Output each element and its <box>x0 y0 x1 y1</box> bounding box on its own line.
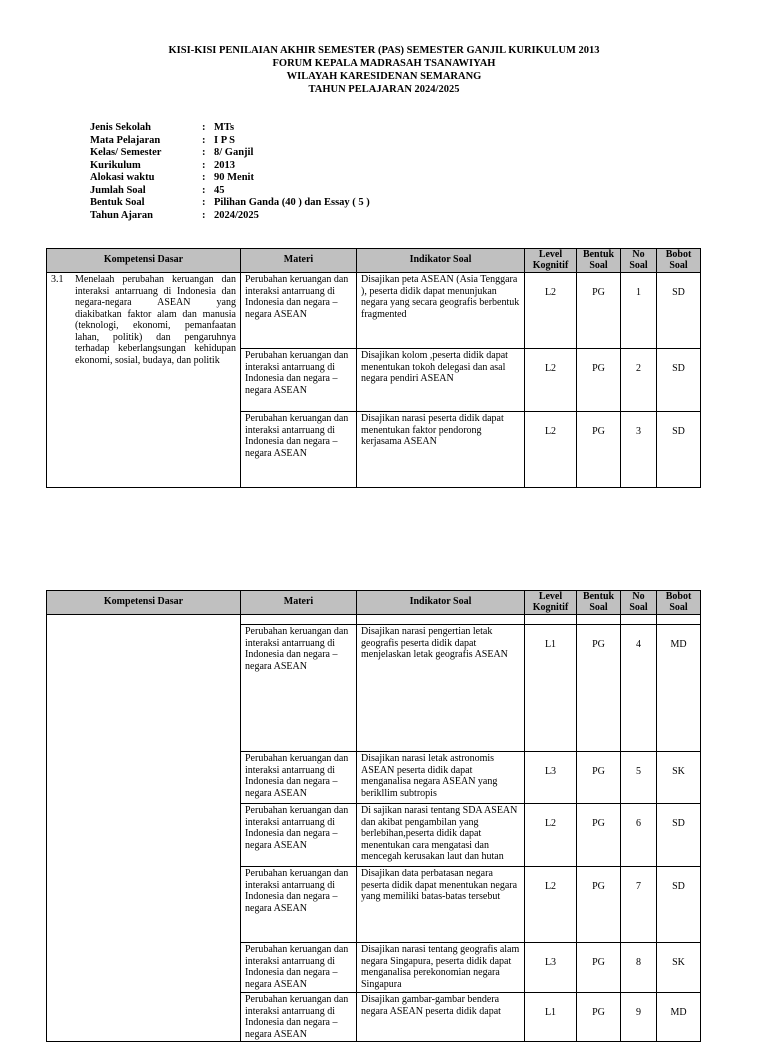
level-cell: L3 <box>525 943 577 993</box>
header-bobot: Bobot Soal <box>657 249 701 273</box>
bobot-cell: MD <box>657 993 701 1042</box>
info-value: 2013 <box>214 159 235 171</box>
no-cell: 3 <box>621 412 657 488</box>
info-value: 45 <box>214 184 225 196</box>
kd-cell-empty <box>47 615 241 1042</box>
info-label: Alokasi waktu <box>90 172 155 183</box>
bentuk-cell: PG <box>577 349 621 412</box>
header-bentuk: Bentuk Soal <box>577 591 621 615</box>
table-header-row <box>47 591 701 615</box>
header-indikator: Indikator Soal <box>357 591 525 615</box>
bentuk-cell: PG <box>577 752 621 804</box>
indikator-cell: Di sajikan narasi tentang SDA ASEAN dan akibat pengambilan yang berlebihan,peserta didik dapat menentukan cara mengatasi dan mencegah kerusakan laut dan hutan <box>357 804 525 867</box>
info-value: 90 Menit <box>214 172 254 183</box>
info-row-time: Alokasi waktu : 90 Menit <box>90 172 254 183</box>
document-title <box>0 44 768 96</box>
level-cell: L2 <box>525 867 577 943</box>
info-row-class: Kelas/ Semester : 8/ Ganjil <box>90 147 254 158</box>
title-line-3: WILAYAH KARESIDENAN SEMARANG <box>286 71 482 82</box>
bentuk-cell: PG <box>577 943 621 993</box>
info-row-count: Jumlah Soal : 45 <box>90 184 225 196</box>
info-value: MTs <box>214 122 235 133</box>
no-cell: 4 <box>621 625 657 752</box>
bobot-cell: SD <box>657 273 701 349</box>
info-row-form: Bentuk Soal : Pilihan Ganda (40 ) dan Essay ( 5 ) <box>90 197 370 208</box>
indikator-cell: Disajikan gambar-gambar bendera negara ASEAN peserta didik dapat <box>357 993 525 1042</box>
header-materi: Materi <box>241 591 357 615</box>
materi-cell: Perubahan keruangan dan interaksi antarruang di Indonesia dan negara – negara ASEAN <box>241 752 357 804</box>
bobot-cell: MD <box>657 625 701 752</box>
bobot-cell: SD <box>657 349 701 412</box>
info-value: 2024/2025 <box>214 209 259 221</box>
materi-cell: Perubahan keruangan dan interaksi antarruang di Indonesia dan negara – negara ASEAN <box>241 867 357 943</box>
title-line-1: KISI-KISI PENILAIAN AKHIR SEMESTER (PAS) SEMESTER GANJIL KURIKULUM 2013 <box>168 45 600 56</box>
indikator-cell: Disajikan kolom ,peserta didik dapat menentukan tokoh delegasi dan asal negara pendiri ASEAN <box>357 349 525 412</box>
kd-number: 3.1 <box>51 274 64 285</box>
header-level: Level Kognitif <box>525 591 577 615</box>
indikator-cell: Disajikan peta ASEAN (Asia Tenggara ), peserta didik dapat menunjukan negara yang secara geografis berbentuk fragmented <box>357 273 525 349</box>
info-row-year: Tahun Ajaran : 2024/2025 <box>90 209 259 221</box>
bobot-cell: SD <box>657 867 701 943</box>
info-row-school: Jenis Sekolah : MTs <box>90 122 235 133</box>
header-bentuk: Bentuk Soal <box>577 249 621 273</box>
indikator-cell: Disajikan narasi tentang geografis alam negara Singapura, peserta didik dapat menganalisa perekonomian negara Singapura <box>357 943 525 993</box>
info-label: Kurikulum <box>90 159 141 171</box>
info-row-curriculum: Kurikulum : 2013 <box>90 159 235 171</box>
bentuk-cell: PG <box>577 993 621 1042</box>
header-no: No Soal <box>621 249 657 273</box>
header-kd: Kompetensi Dasar <box>47 249 241 273</box>
level-cell: L2 <box>525 273 577 349</box>
materi-cell: Perubahan keruangan dan interaksi antarruang di Indonesia dan negara – negara ASEAN <box>241 993 357 1042</box>
materi-cell: Perubahan keruangan dan interaksi antarruang di Indonesia dan negara – negara ASEAN <box>241 412 357 488</box>
header-indikator: Indikator Soal <box>357 249 525 273</box>
bentuk-cell: PG <box>577 273 621 349</box>
table-header-row <box>47 249 701 273</box>
indikator-cell: Disajikan data perbatasan negara peserta didik dapat menentukan negara yang memiliki batas-batas tersebut <box>357 867 525 943</box>
info-value: Pilihan Ganda (40 ) dan Essay ( 5 ) <box>214 197 370 208</box>
materi-cell: Perubahan keruangan dan interaksi antarruang di Indonesia dan negara – negara ASEAN <box>241 804 357 867</box>
info-value: 8/ Ganjil <box>214 147 254 158</box>
materi-cell: Perubahan keruangan dan interaksi antarruang di Indonesia dan negara – negara ASEAN <box>241 273 357 349</box>
no-cell: 8 <box>621 943 657 993</box>
grid-table-2 <box>46 590 701 1042</box>
no-cell: 2 <box>621 349 657 412</box>
header-kd: Kompetensi Dasar <box>47 591 241 615</box>
indikator-cell: Disajikan narasi peserta didik dapat menentukan faktor pendorong kerjasama ASEAN <box>357 412 525 488</box>
indikator-cell: Disajikan narasi letak astronomis ASEAN peserta didik dapat menganalisa negara ASEAN yang berikllim subtropis <box>357 752 525 804</box>
identity-block <box>90 122 370 222</box>
level-cell: L1 <box>525 993 577 1042</box>
info-label: Jenis Sekolah <box>90 122 151 133</box>
spacer-row <box>47 615 701 625</box>
info-label: Tahun Ajaran <box>90 209 153 221</box>
info-label: Kelas/ Semester <box>90 147 162 158</box>
materi-cell: Perubahan keruangan dan interaksi antarruang di Indonesia dan negara – negara ASEAN <box>241 349 357 412</box>
no-cell: 5 <box>621 752 657 804</box>
no-cell: 1 <box>621 273 657 349</box>
level-cell: L2 <box>525 804 577 867</box>
info-value: I P S <box>214 134 236 146</box>
level-cell: L2 <box>525 349 577 412</box>
info-label: Mata Pelajaran <box>90 134 161 146</box>
kd-cell <box>47 273 241 488</box>
no-cell: 9 <box>621 993 657 1042</box>
info-row-subject: Mata Pelajaran : I P S <box>90 134 236 146</box>
level-cell: L3 <box>525 752 577 804</box>
title-line-2: FORUM KEPALA MADRASAH TSANAWIYAH <box>272 58 496 69</box>
header-level: Level Kognitif <box>525 249 577 273</box>
info-label: Bentuk Soal <box>90 197 145 208</box>
bentuk-cell: PG <box>577 625 621 752</box>
no-cell: 6 <box>621 804 657 867</box>
bobot-cell: SD <box>657 804 701 867</box>
kd-text: Menelaah perubahan keruangan dan interaksi antarruang di Indonesia dan negara-negara ASEAN yang diakibatkan faktor alam dan manusia (teknologi, ekonomi, pemanfaatan lahan, politik) dan pengaruhnya terhadap keberlangsungan kehidupan ekonomi, sosial, budaya, dan politik <box>75 274 236 366</box>
level-cell: L2 <box>525 412 577 488</box>
materi-cell: Perubahan keruangan dan interaksi antarruang di Indonesia dan negara – negara ASEAN <box>241 625 357 752</box>
bentuk-cell: PG <box>577 867 621 943</box>
bentuk-cell: PG <box>577 412 621 488</box>
bobot-cell: SK <box>657 752 701 804</box>
info-label: Jumlah Soal <box>90 184 146 196</box>
bentuk-cell: PG <box>577 804 621 867</box>
level-cell: L1 <box>525 625 577 752</box>
table-row <box>47 273 701 349</box>
header-no: No Soal <box>621 591 657 615</box>
bobot-cell: SD <box>657 412 701 488</box>
header-materi: Materi <box>241 249 357 273</box>
no-cell: 7 <box>621 867 657 943</box>
indikator-cell: Disajikan narasi pengertian letak geografis peserta didik dapat menjelaskan letak geografis ASEAN <box>357 625 525 752</box>
title-line-4: TAHUN PELAJARAN 2024/2025 <box>308 84 460 95</box>
grid-table-1 <box>46 248 701 488</box>
header-bobot: Bobot Soal <box>657 591 701 615</box>
bobot-cell: SK <box>657 943 701 993</box>
materi-cell: Perubahan keruangan dan interaksi antarruang di Indonesia dan negara – negara ASEAN <box>241 943 357 993</box>
